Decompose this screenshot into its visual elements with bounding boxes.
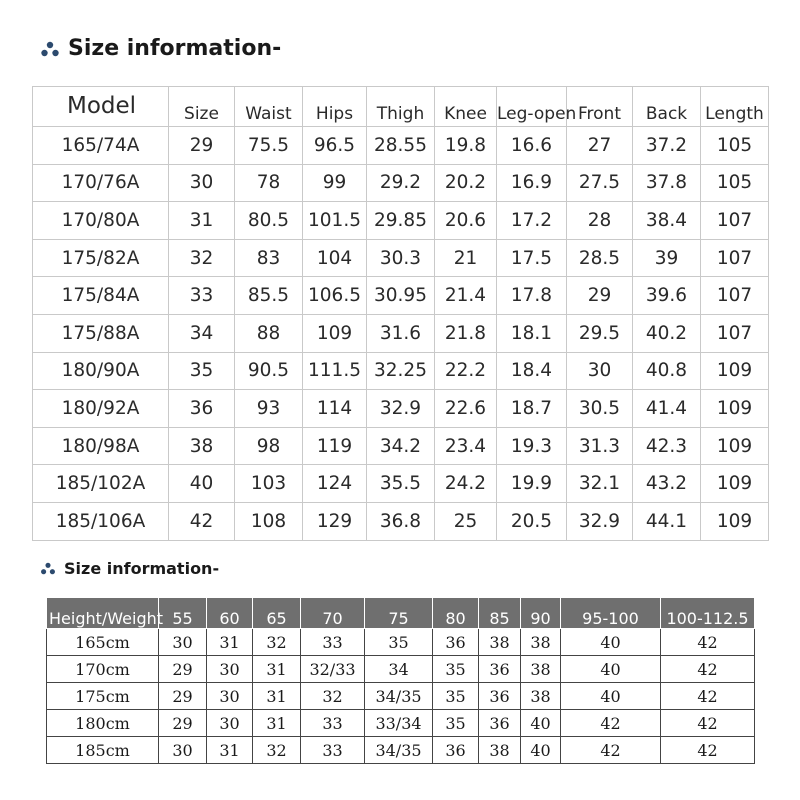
table-cell: 28.5 — [567, 239, 633, 277]
table-cell: 21 — [435, 239, 497, 277]
table-cell: 32.1 — [567, 465, 633, 503]
size-info-heading-text: Size information- — [68, 36, 282, 61]
table-cell: 39.6 — [633, 277, 701, 315]
table-cell: 16.9 — [497, 164, 567, 202]
table-cell: 40.8 — [633, 352, 701, 390]
table-cell: 42 — [561, 710, 661, 737]
table-cell: 35.5 — [367, 465, 435, 503]
table-cell: 31.6 — [367, 314, 435, 352]
table-cell: 23.4 — [435, 427, 497, 465]
table-cell: 29.5 — [567, 314, 633, 352]
column-header-back: Back — [633, 87, 701, 127]
table-cell: 29.85 — [367, 202, 435, 240]
table-cell: 108 — [235, 502, 303, 540]
column-header-waist: Waist — [235, 87, 303, 127]
table-cell: 20.6 — [435, 202, 497, 240]
table-cell: 75.5 — [235, 127, 303, 165]
table-cell: 22.6 — [435, 390, 497, 428]
row-label-cell: 180/92A — [33, 390, 169, 428]
table-cell: 101.5 — [303, 202, 367, 240]
table-row — [33, 277, 769, 315]
weight-header-80: 80 — [433, 598, 479, 629]
table-cell: 32 — [253, 629, 301, 656]
table-cell: 36.8 — [367, 502, 435, 540]
table-row — [33, 427, 769, 465]
table-cell: 32/33 — [301, 656, 365, 683]
table-row — [33, 239, 769, 277]
table-cell: 18.7 — [497, 390, 567, 428]
table-cell: 106.5 — [303, 277, 367, 315]
table-cell: 83 — [235, 239, 303, 277]
table-cell: 32 — [301, 683, 365, 710]
row-label-cell: 175/84A — [33, 277, 169, 315]
table-cell: 31 — [207, 629, 253, 656]
table-cell: 33 — [301, 629, 365, 656]
table-cell: 22.2 — [435, 352, 497, 390]
row-label-cell: 175/82A — [33, 239, 169, 277]
table-cell: 19.9 — [497, 465, 567, 503]
size-info-heading — [40, 36, 281, 61]
table-cell: 42 — [561, 737, 661, 764]
table-cell: 119 — [303, 427, 367, 465]
table-cell: 104 — [303, 239, 367, 277]
table-cell: 36 — [479, 710, 521, 737]
table-cell: 36 — [479, 683, 521, 710]
table-cell: 30 — [159, 737, 207, 764]
weight-header-65: 65 — [253, 598, 301, 629]
column-header-length: Length — [701, 87, 769, 127]
table-cell: 34 — [365, 656, 433, 683]
table-row — [33, 352, 769, 390]
table-cell: 17.5 — [497, 239, 567, 277]
table-cell: 29.2 — [367, 164, 435, 202]
table-cell: 34/35 — [365, 683, 433, 710]
table-cell: 30.3 — [367, 239, 435, 277]
table-cell: 30.95 — [367, 277, 435, 315]
row-label-cell: 175/88A — [33, 314, 169, 352]
table-cell: 24.2 — [435, 465, 497, 503]
table-cell: 29 — [169, 127, 235, 165]
table-cell: 31 — [253, 656, 301, 683]
row-label-cell: 165cm — [47, 629, 159, 656]
table-cell: 29 — [567, 277, 633, 315]
table-cell: 28 — [567, 202, 633, 240]
table-cell: 40 — [561, 683, 661, 710]
table-cell: 36 — [433, 629, 479, 656]
table-cell: 30 — [207, 710, 253, 737]
table-cell: 42 — [661, 656, 755, 683]
table-cell: 78 — [235, 164, 303, 202]
weight-header-55: 55 — [159, 598, 207, 629]
table-cell: 32.25 — [367, 352, 435, 390]
row-label-cell: 170/76A — [33, 164, 169, 202]
table-cell: 35 — [433, 683, 479, 710]
table-cell: 21.8 — [435, 314, 497, 352]
column-header-leg-open: Leg-open — [497, 87, 567, 127]
table-cell: 42 — [169, 502, 235, 540]
table-cell: 129 — [303, 502, 367, 540]
row-label-cell: 180cm — [47, 710, 159, 737]
table-cell: 29 — [159, 710, 207, 737]
table-cell: 30 — [567, 352, 633, 390]
table-cell: 25 — [435, 502, 497, 540]
table-cell: 42 — [661, 629, 755, 656]
table-cell: 38 — [521, 683, 561, 710]
table-cell: 85.5 — [235, 277, 303, 315]
table-cell: 35 — [433, 710, 479, 737]
row-label-cell: 185/106A — [33, 502, 169, 540]
table-cell: 19.3 — [497, 427, 567, 465]
weight-header-100-112-5: 100-112.5 — [661, 598, 755, 629]
table-cell: 30 — [169, 164, 235, 202]
table-cell: 40 — [169, 465, 235, 503]
table-cell: 35 — [169, 352, 235, 390]
table-cell: 99 — [303, 164, 367, 202]
row-label-cell: 185cm — [47, 737, 159, 764]
table-cell: 37.2 — [633, 127, 701, 165]
table-cell: 38 — [521, 629, 561, 656]
table-cell: 109 — [701, 390, 769, 428]
table-cell: 35 — [365, 629, 433, 656]
column-header-size: Size — [169, 87, 235, 127]
column-header-hips: Hips — [303, 87, 367, 127]
table-cell: 109 — [303, 314, 367, 352]
table-cell: 34 — [169, 314, 235, 352]
table-cell: 33 — [169, 277, 235, 315]
weight-header-70: 70 — [301, 598, 365, 629]
table-cell: 33/34 — [365, 710, 433, 737]
row-label-cell: 170/80A — [33, 202, 169, 240]
table-cell: 96.5 — [303, 127, 367, 165]
table-cell: 105 — [701, 127, 769, 165]
table-cell: 31 — [207, 737, 253, 764]
table-cell: 93 — [235, 390, 303, 428]
row-label-cell: 175cm — [47, 683, 159, 710]
row-label-cell: 170cm — [47, 656, 159, 683]
table-cell: 114 — [303, 390, 367, 428]
table-cell: 16.6 — [497, 127, 567, 165]
measurements-table — [32, 86, 769, 541]
table-row — [33, 502, 769, 540]
table-cell: 109 — [701, 352, 769, 390]
table-cell: 103 — [235, 465, 303, 503]
table-cell: 43.2 — [633, 465, 701, 503]
table-cell: 38 — [479, 737, 521, 764]
table-row — [33, 127, 769, 165]
table-cell: 36 — [169, 390, 235, 428]
table-cell: 42 — [661, 683, 755, 710]
column-header-front: Front — [567, 87, 633, 127]
weight-header-95-100: 95-100 — [561, 598, 661, 629]
table-cell: 88 — [235, 314, 303, 352]
table-cell: 27 — [567, 127, 633, 165]
table-cell: 107 — [701, 202, 769, 240]
table-cell: 80.5 — [235, 202, 303, 240]
table-cell: 42 — [661, 710, 755, 737]
table-row — [33, 465, 769, 503]
table-cell: 31 — [253, 710, 301, 737]
height-weight-table — [46, 598, 755, 764]
table-row — [47, 710, 755, 737]
table-cell: 31 — [253, 683, 301, 710]
table-row — [47, 656, 755, 683]
table-cell: 40.2 — [633, 314, 701, 352]
table-cell: 42.3 — [633, 427, 701, 465]
table-cell: 19.8 — [435, 127, 497, 165]
row-label-cell: 185/102A — [33, 465, 169, 503]
table-cell: 34.2 — [367, 427, 435, 465]
table-row — [33, 164, 769, 202]
three-dots-icon — [40, 562, 56, 575]
table-cell: 40 — [521, 737, 561, 764]
weight-header-75: 75 — [365, 598, 433, 629]
table-cell: 17.8 — [497, 277, 567, 315]
table-cell: 42 — [661, 737, 755, 764]
table-cell: 38 — [169, 427, 235, 465]
table-cell: 109 — [701, 427, 769, 465]
table-cell: 35 — [433, 656, 479, 683]
weight-header-height-weight: Height/Weight — [47, 598, 159, 629]
table-cell: 40 — [561, 656, 661, 683]
table-cell: 37.8 — [633, 164, 701, 202]
size-info-heading-secondary — [40, 559, 219, 578]
table-row — [33, 202, 769, 240]
table-cell: 105 — [701, 164, 769, 202]
table-cell: 33 — [301, 737, 365, 764]
table-cell: 29 — [159, 683, 207, 710]
table-cell: 20.2 — [435, 164, 497, 202]
table-cell: 107 — [701, 239, 769, 277]
table-cell: 36 — [479, 656, 521, 683]
table-cell: 40 — [521, 710, 561, 737]
table-cell: 107 — [701, 314, 769, 352]
table-cell: 32 — [169, 239, 235, 277]
table-cell: 33 — [301, 710, 365, 737]
table-cell: 38 — [479, 629, 521, 656]
table-cell: 18.4 — [497, 352, 567, 390]
table-cell: 107 — [701, 277, 769, 315]
weight-header-60: 60 — [207, 598, 253, 629]
table-cell: 109 — [701, 502, 769, 540]
table-cell: 40 — [561, 629, 661, 656]
table-cell: 39 — [633, 239, 701, 277]
table-cell: 30 — [207, 656, 253, 683]
size-info-heading-secondary-text: Size information- — [64, 559, 220, 578]
table-cell: 32.9 — [367, 390, 435, 428]
table-cell: 111.5 — [303, 352, 367, 390]
table-cell: 124 — [303, 465, 367, 503]
column-header-model: Model — [33, 87, 169, 127]
table-row — [47, 683, 755, 710]
table-cell: 30 — [159, 629, 207, 656]
table-cell: 98 — [235, 427, 303, 465]
three-dots-icon — [40, 41, 60, 57]
column-header-thigh: Thigh — [367, 87, 435, 127]
table-cell: 44.1 — [633, 502, 701, 540]
table-cell: 109 — [701, 465, 769, 503]
table-cell: 29 — [159, 656, 207, 683]
row-label-cell: 180/98A — [33, 427, 169, 465]
column-header-knee: Knee — [435, 87, 497, 127]
table-cell: 27.5 — [567, 164, 633, 202]
table-cell: 18.1 — [497, 314, 567, 352]
row-label-cell: 165/74A — [33, 127, 169, 165]
table-cell: 38 — [521, 656, 561, 683]
table-cell: 31.3 — [567, 427, 633, 465]
table-cell: 32 — [253, 737, 301, 764]
table-row — [47, 629, 755, 656]
table-row — [33, 314, 769, 352]
table-cell: 21.4 — [435, 277, 497, 315]
table-row — [47, 737, 755, 764]
table-cell: 28.55 — [367, 127, 435, 165]
table-cell: 30 — [207, 683, 253, 710]
table-cell: 31 — [169, 202, 235, 240]
table-cell: 34/35 — [365, 737, 433, 764]
table-cell: 30.5 — [567, 390, 633, 428]
table-cell: 20.5 — [497, 502, 567, 540]
table-cell: 36 — [433, 737, 479, 764]
table-cell: 41.4 — [633, 390, 701, 428]
weight-header-90: 90 — [521, 598, 561, 629]
row-label-cell: 180/90A — [33, 352, 169, 390]
table-cell: 17.2 — [497, 202, 567, 240]
table-cell: 32.9 — [567, 502, 633, 540]
weight-header-85: 85 — [479, 598, 521, 629]
table-cell: 90.5 — [235, 352, 303, 390]
table-row — [33, 390, 769, 428]
table-cell: 38.4 — [633, 202, 701, 240]
